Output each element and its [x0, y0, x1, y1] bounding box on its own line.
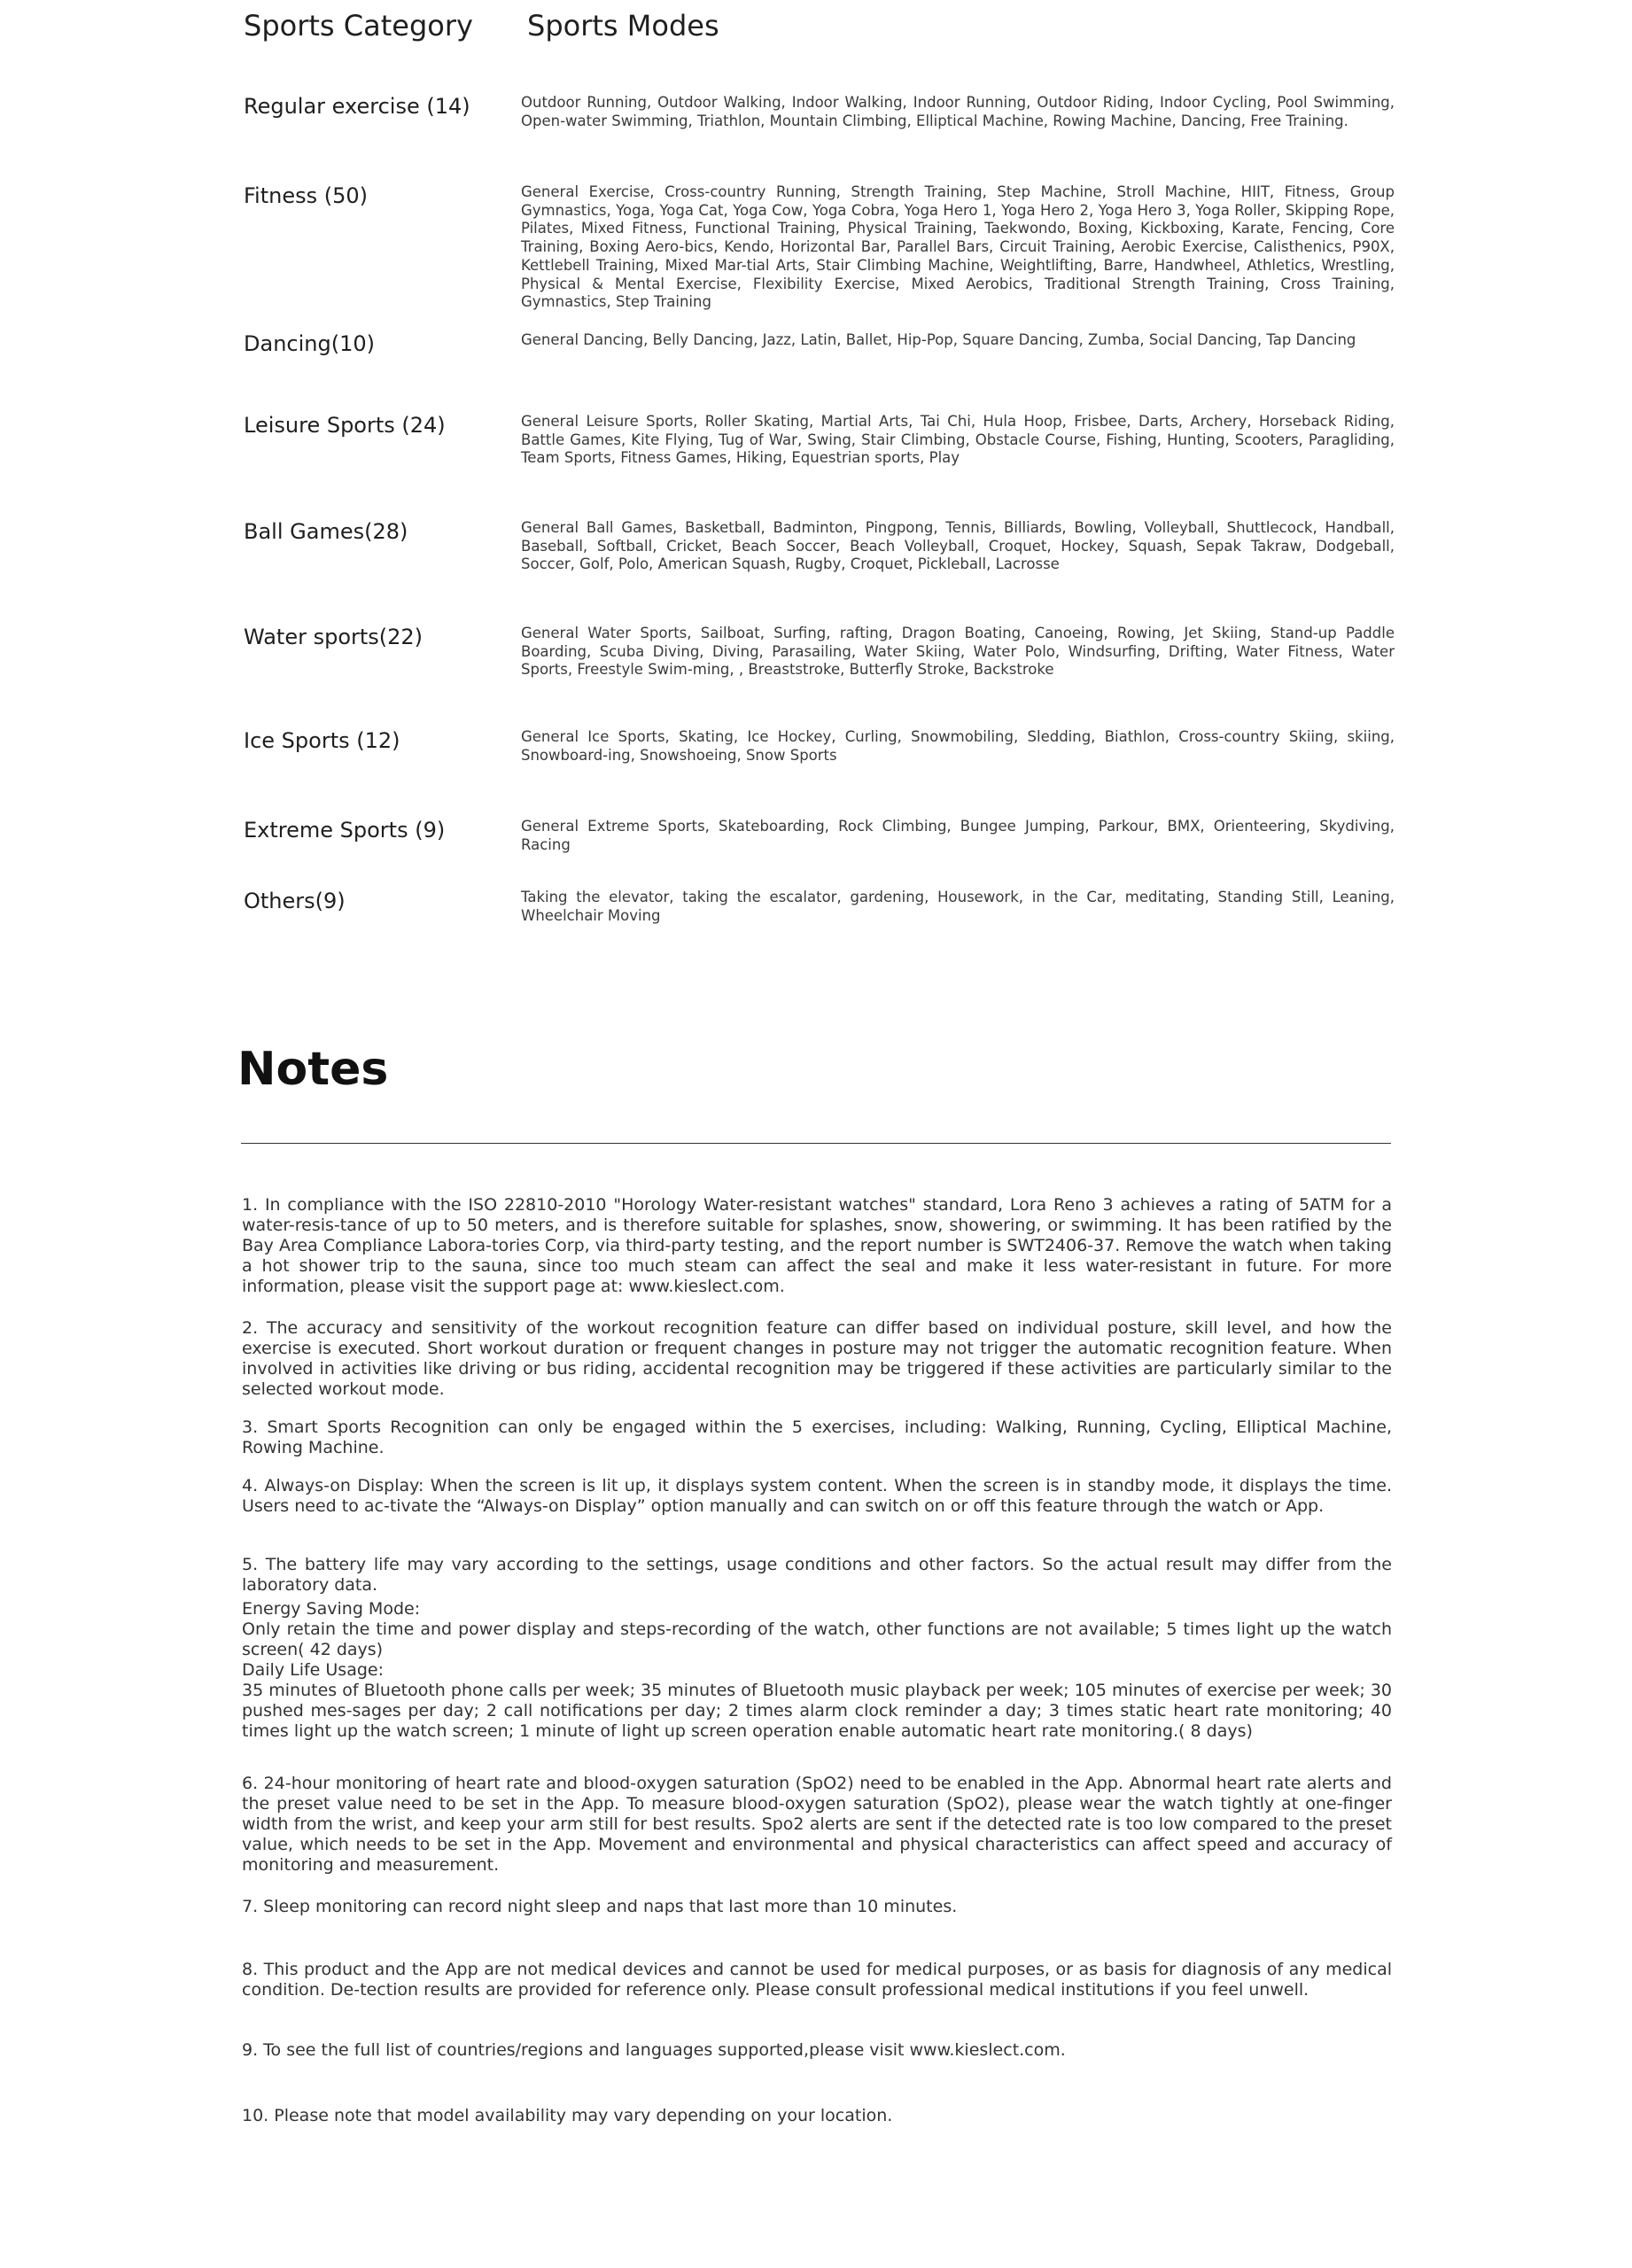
note-8	[242, 1960, 1392, 2000]
note-9	[242, 2040, 1392, 2061]
sport-category-label: Water sports(22)	[244, 625, 424, 649]
sports-category-heading: Sports Category	[244, 9, 473, 43]
note-3	[242, 1418, 1392, 1458]
note-energy-saving-mode	[242, 1599, 1392, 1660]
note-7	[242, 1897, 1392, 1917]
note-text: 6. 24-hour monitoring of heart rate and blood-oxygen saturation (SpO2) need to be enabled in the App. Abnormal heart rate alerts and the preset value need to be set in the App. To measure blood-oxygen saturation (SpO2), please wear the watch tightly at one-finger width from the wrist, and keep your arm still for best results. Spo2 alerts are sent if the detected rate is too low compared to the preset value, which needs to be set in the App. Movement and environmental and physical characteristics can affect speed and accuracy of monitoring and measurement.	[242, 1774, 1392, 1875]
note-text: 35 minutes of Bluetooth phone calls per week; 35 minutes of Bluetooth music playback per week; 105 minutes of exercise per week; 30 pushed mes-sages per day; 2 call notifications per day; 2 times alarm clock reminder a day; 3 times static heart rate monitoring; 40 times light up the watch screen; 1 minute of light up screen operation enable automatic heart rate monitoring.( 8 days)	[242, 1681, 1392, 1741]
sports-table-header	[244, 9, 1395, 53]
sport-modes-text: Outdoor Running, Outdoor Walking, Indoor Walking, Indoor Running, Outdoor Riding, Indoor Cycling, Pool Swimming, Open-water Swimming, Triathlon, Mountain Climbing, Elliptical Machine, Rowing Machine, Dancing, Free Training.	[521, 94, 1395, 129]
sports-modes-heading: Sports Modes	[527, 9, 719, 43]
notes-title: Notes	[237, 1043, 389, 1096]
note-text: 7. Sleep monitoring can record night sleep and naps that last more than 10 minutes.	[242, 1897, 958, 1916]
sport-modes-text: General Water Sports, Sailboat, Surfing, rafting, Dragon Boating, Canoeing, Rowing, Jet Skiing, Stand-up Paddle Boarding, Scuba Diving, Diving, Parasailing, Water Skiing, Water Polo, Windsurfing, Drifting, Water Fitness, Water Sports, Freestyle Swim-ming, , Breaststroke, Butterfly Stroke, Backstroke	[521, 625, 1395, 679]
sport-category-label: Dancing(10)	[244, 331, 375, 356]
note-4	[242, 1476, 1392, 1517]
note-6	[242, 1774, 1392, 1876]
note-text: 1. In compliance with the ISO 22810-2010 "Horology Water-resistant watches" standard, Lora Reno 3 achieves a rating of 5ATM for a water-resis-tance of up to 50 meters, and is therefore suitable for splashes, snow, showering, or swimming. It has been ratified by the Bay Area Compliance Labora-tories Corp, via third-party testing, and the report number is SWT2406-37. Remove the watch when taking a hot shower trip to the sauna, since too much steam can affect the seal and make it less water-resistant in future. For more information, please visit the support page at: www.kieslect.com.	[242, 1195, 1392, 1296]
sport-category-label: Ice Sports (12)	[244, 728, 400, 753]
sport-modes-text: General Leisure Sports, Roller Skating, Martial Arts, Tai Chi, Hula Hoop, Frisbee, Darts, Archery, Horseback Riding, Battle Games, Kite Flying, Tug of War, Swing, Stair Climbing, Obstacle Course, Fishing, Hunting, Scooters, Paragliding, Team Sports, Fitness Games, Hiking, Equestrian sports, Play	[521, 413, 1395, 467]
note-text: 10. Please note that model availability may vary depending on your location.	[242, 2106, 893, 2125]
note-text: Only retain the time and power display and steps-recording of the watch, other functions are not available; 5 times light up the watch screen( 42 days)	[242, 1619, 1392, 1659]
note-text: 2. The accuracy and sensitivity of the workout recognition feature can differ based on individual posture, skill level, and how the exercise is executed. Short workout duration or frequent changes in posture may not trigger the automatic recognition feature. When involved in activities like driving or bus riding, accidental recognition may be triggered if these activities are particularly similar to the selected workout mode.	[242, 1318, 1392, 1399]
sport-category-label: Fitness (50)	[244, 183, 369, 208]
sport-modes-text: General Extreme Sports, Skateboarding, Rock Climbing, Bungee Jumping, Parkour, BMX, Orienteering, Skydiving, Racing	[521, 818, 1395, 853]
note-text: 4. Always-on Display: When the screen is lit up, it displays system content. When the screen is in standby mode, it displays the time. Users need to ac-tivate the “Always-on Display” option manually and can switch on or off this feature through the watch or App.	[242, 1476, 1392, 1516]
note-text: 9. To see the full list of countries/regions and languages supported,please visit www.kieslect.com.	[242, 2040, 1066, 2060]
sport-modes-text: General Dancing, Belly Dancing, Jazz, Latin, Ballet, Hip-Pop, Square Dancing, Zumba, Social Dancing, Tap Dancing	[521, 331, 1356, 348]
sport-category-label: Others(9)	[244, 889, 346, 913]
note-text: 8. This product and the App are not medical devices and cannot be used for medical purposes, or as basis for diagnosis of any medical condition. De-tection results are provided for reference only. Please consult professional medical institutions if you feel unwell.	[242, 1960, 1392, 2000]
sport-modes-text: General Exercise, Cross-country Running, Strength Training, Step Machine, Stroll Machine, HIIT, Fitness, Group Gymnastics, Yoga, Yoga Cat, Yoga Cow, Yoga Cobra, Yoga Hero 1, Yoga Hero 2, Yoga Hero 3, Yoga Roller, Skipping Rope, Pilates, Mixed Fitness, Functional Training, Physical Training, Taekwondo, Boxing, Kickboxing, Karate, Fencing, Core Training, Boxing Aero-bics, Kendo, Horizontal Bar, Parallel Bars, Circuit Training, Aerobic Exercise, Calisthenics, P90X, Kettlebell Training, Mixed Mar-tial Arts, Stair Climbing Machine, Weightlifting, Barre, Handwheel, Athletics, Wrestling, Physical & Mental Exercise, Flexibility Exercise, Mixed Aerobics, Traditional Strength Training, Cross Training, Gymnastics, Step Training	[521, 183, 1395, 311]
note-text: 3. Smart Sports Recognition can only be engaged within the 5 exercises, including: Walking, Running, Cycling, Elliptical Machine, Rowing Machine.	[242, 1418, 1392, 1457]
note-5	[242, 1555, 1392, 1596]
notes-divider	[241, 1143, 1391, 1144]
note-10	[242, 2106, 1392, 2126]
sport-category-label: Extreme Sports (9)	[244, 818, 446, 843]
sport-category-label: Regular exercise (14)	[244, 94, 470, 119]
sport-category-label: Leisure Sports (24)	[244, 413, 446, 438]
note-daily-life-usage	[242, 1660, 1392, 1742]
sport-modes-text: General Ice Sports, Skating, Ice Hockey, Curling, Snowmobiling, Sledding, Biathlon, Cross-country Skiing, skiing, Snowboard-ing, Snowshoeing, Snow Sports	[521, 728, 1395, 764]
note-subheading: Energy Saving Mode:	[242, 1599, 421, 1619]
note-text: 5. The battery life may vary according to the settings, usage conditions and other factors. So the actual result may differ from the laboratory data.	[242, 1555, 1392, 1595]
note-1	[242, 1195, 1392, 1297]
sport-category-label: Ball Games(28)	[244, 519, 408, 544]
sport-modes-text: General Ball Games, Basketball, Badminton, Pingpong, Tennis, Billiards, Bowling, Volleyball, Shuttlecock, Handball, Baseball, Softball, Cricket, Beach Soccer, Beach Volleyball, Croquet, Hockey, Squash, Sepak Takraw, Dodgeball, Soccer, Golf, Polo, American Squash, Rugby, Croquet, Pickleball, Lacrosse	[521, 519, 1395, 573]
note-2	[242, 1318, 1392, 1400]
note-subheading: Daily Life Usage:	[242, 1660, 384, 1680]
sport-modes-text: Taking the elevator, taking the escalator, gardening, Housework, in the Car, meditating, Standing Still, Leaning, Wheelchair Moving	[521, 889, 1395, 924]
